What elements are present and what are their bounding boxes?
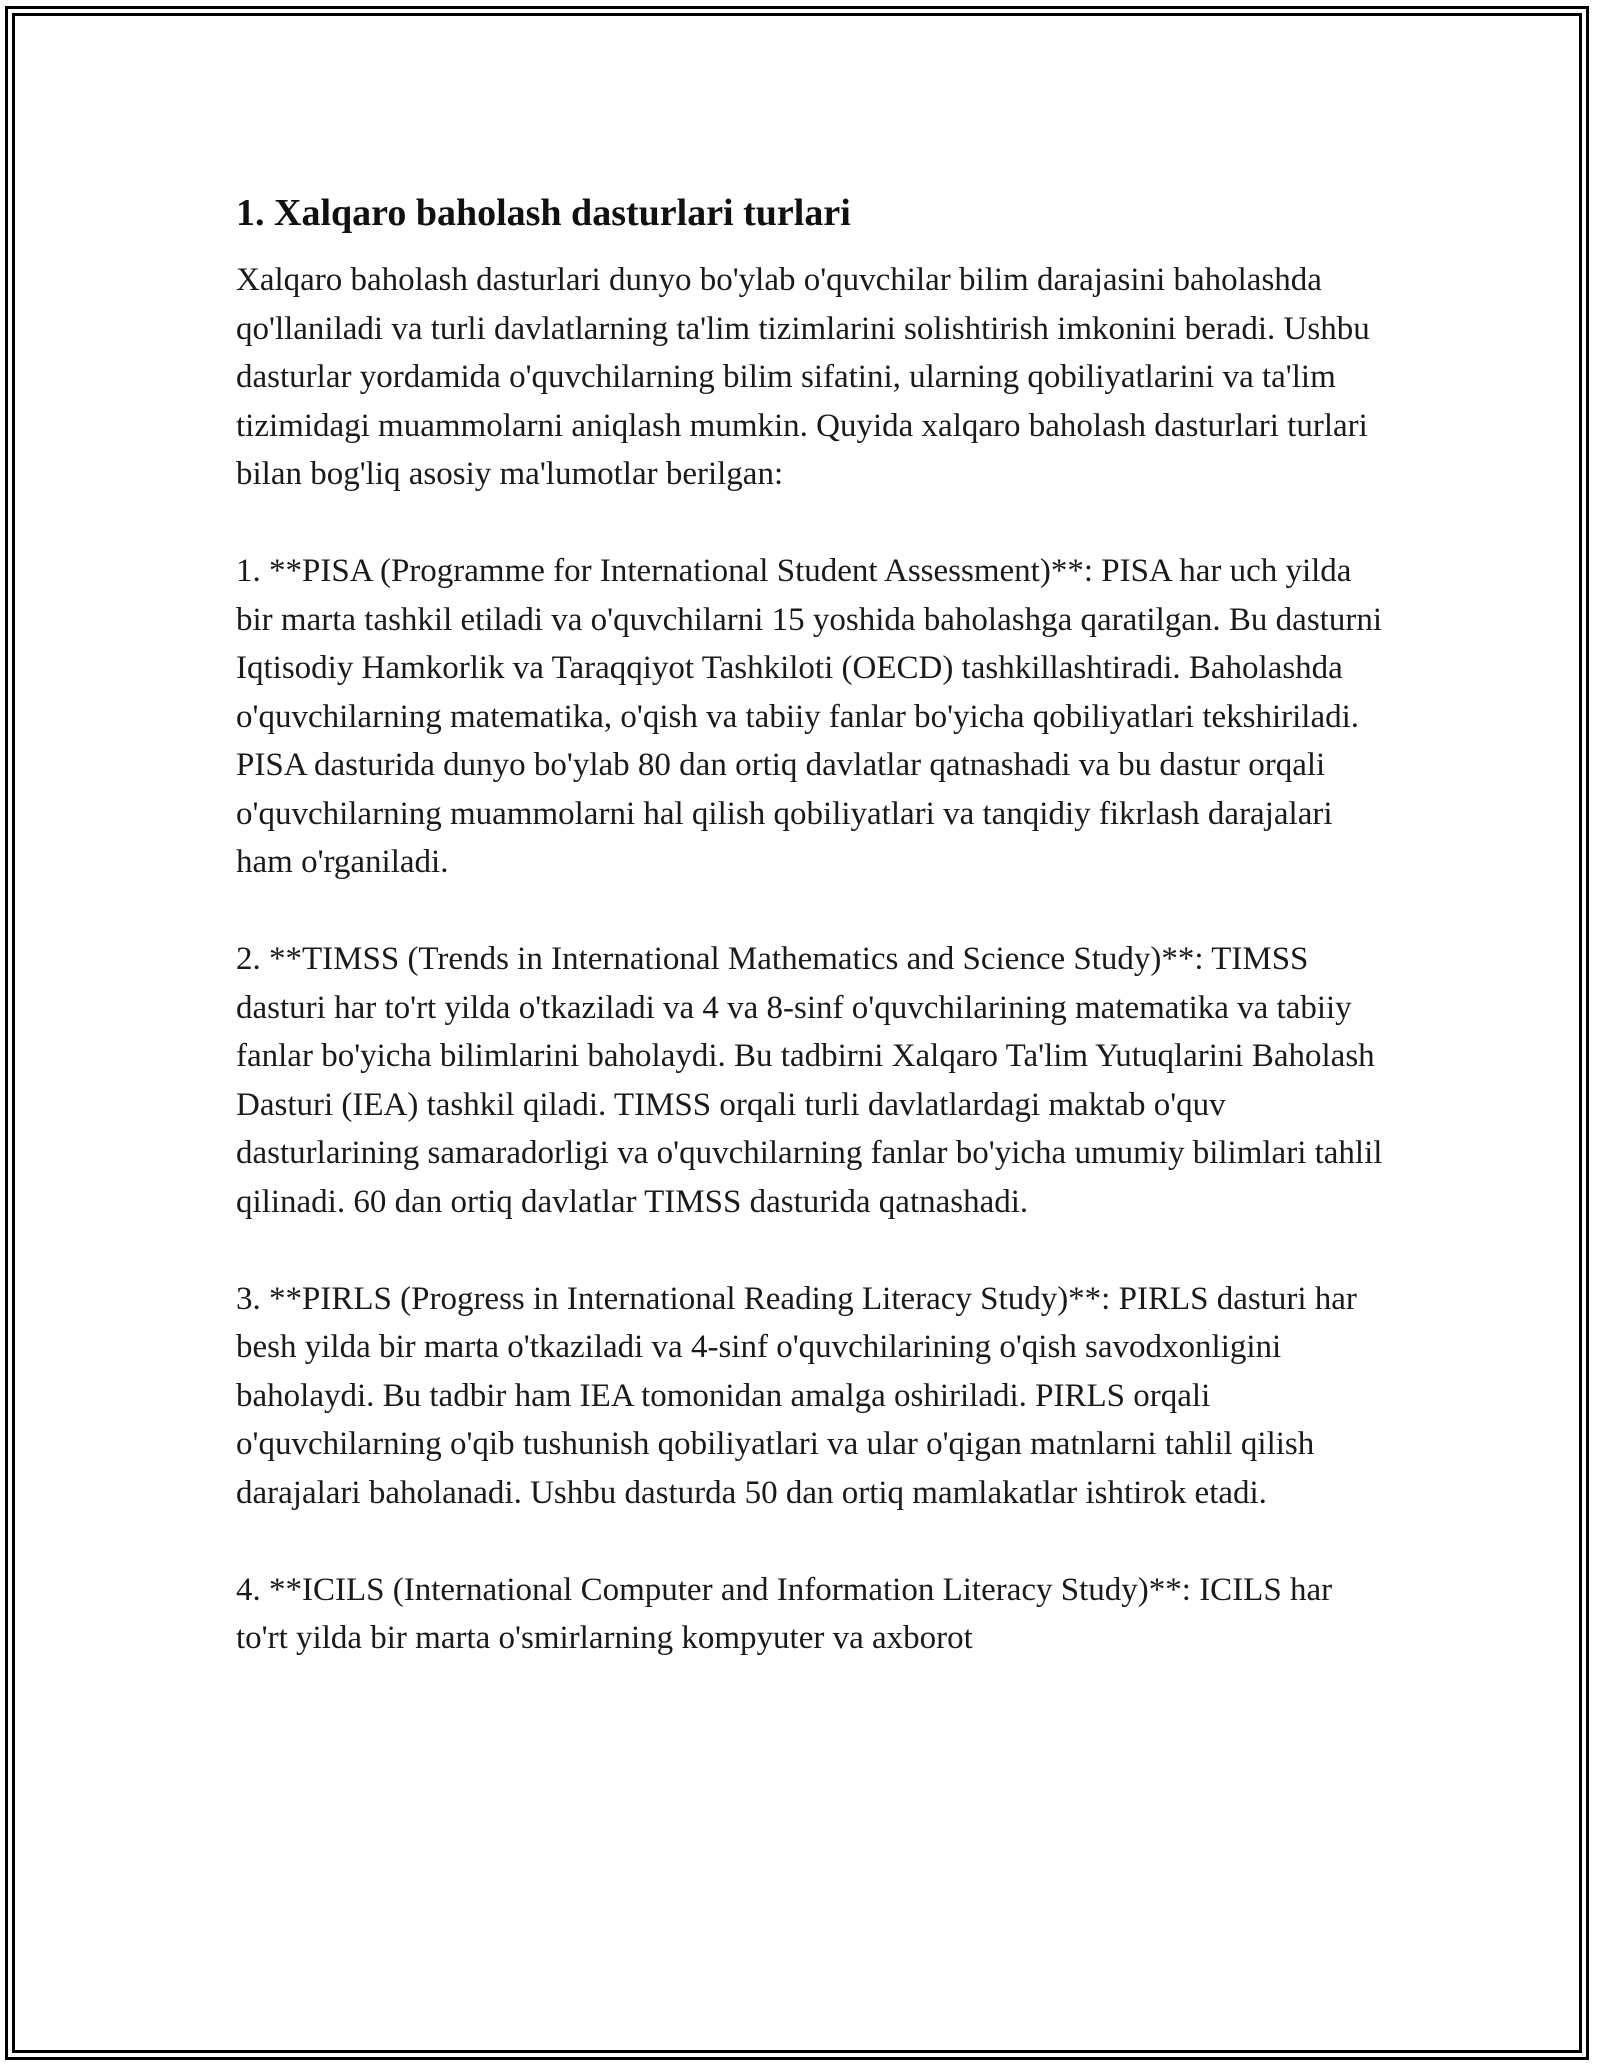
intro-paragraph: Xalqaro baholash dasturlari dunyo bo'ylab o'quvchilar bilim darajasini baholashda qo'llaniladi va turli davlatlarning ta'lim tizimlarini solishtirish imkonini beradi. Ushbu dasturlar yordamida o'quvchilarning bilim sifatini, ularning qobiliyatlarini va ta'lim tizimidagi muammolarni aniqlash mumkin. Quyida xalqaro baholash dasturlari turlari bilan bog'liq asosiy ma'lumotlar berilgan: [236,262,1370,492]
timss-paragraph: 2. **TIMSS (Trends in International Mathematics and Science Study)**: TIMSS dasturi har to'rt yilda o'tkaziladi va 4 va 8-sinf o'quvchilarining matematika va tabiiy fanlar bo'yicha bilimlarini baholaydi. Bu tadbirni Xalqaro Ta'lim Yutuqlarini Baholash Dasturi (IEA) tashkil qiladi. TIMSS orqali turli davlatlardagi maktab o'quv dasturlarining samaradorligi va o'quvchilarning fanlar bo'yicha umumiy bilimlari tahlil qilinadi. 60 dan ortiq davlatlar TIMSS dasturida qatnashadi. [236,941,1383,1220]
pisa-paragraph: 1. **PISA (Programme for International Student Assessment)**: PISA har uch yilda bir marta tashkil etiladi va o'quvchilarni 15 yoshida baholashga qaratilgan. Bu dasturni Iqtisodiy Hamkorlik va Taraqqiyot Tashkiloti (OECD) tashkillashtiradi. Baholashda o'quvchilarning matematika, o'qish va tabiiy fanlar bo'yicha qobiliyatlari tekshiriladi. PISA dasturida dunyo bo'ylab 80 dan ortiq davlatlar qatnashadi va bu dastur orqali o'quvchilarning muammolarni hal qilish qobiliyatlari va tanqidiy fikrlash darajalari ham o'rganiladi. [236,553,1382,880]
pirls-paragraph: 3. **PIRLS (Progress in International Reading Literacy Study)**: PIRLS dasturi har besh yilda bir marta o'tkaziladi va 4-sinf o'quvchilarining o'qish savodxonligini baholaydi. Bu tadbir ham IEA tomonidan amalga oshiriladi. PIRLS orqali o'quvchilarning o'qib tushunish qobiliyatlari va ular o'qigan matnlarni tahlil qilish darajalari baholanadi. Ushbu dasturda 50 dan ortiq mamlakatlar ishtirok etadi. [236,1280,1357,1511]
section-heading: 1. Xalqaro baholash dasturlari turlari [236,192,851,234]
document-body [236,186,1386,1711]
icils-paragraph: 4. **ICILS (International Computer and Information Literacy Study)**: ICILS har to'rt yilda bir marta o'smirlarning kompyuter va axborot [236,1571,1333,1656]
